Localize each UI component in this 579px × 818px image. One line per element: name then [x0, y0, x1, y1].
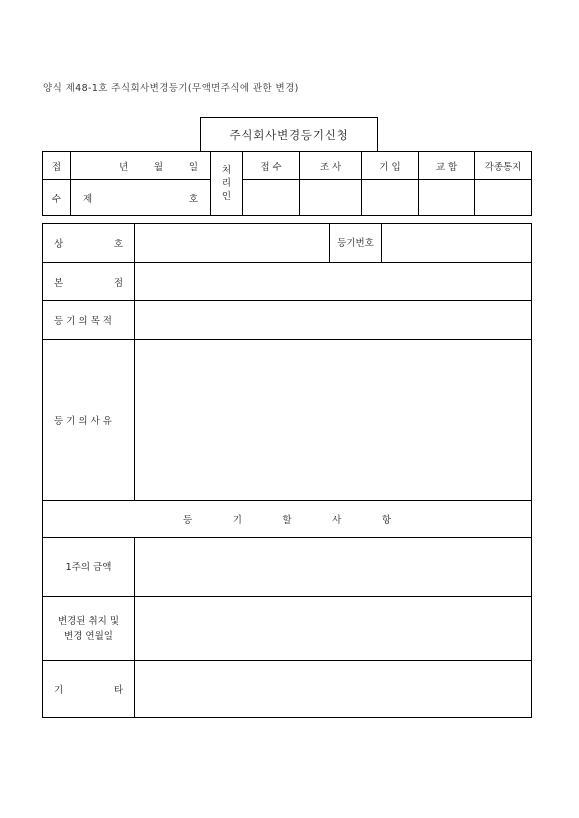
section-header [43, 501, 532, 538]
label-trade-name [43, 224, 135, 263]
stamp-cell-jeopsu[interactable] [243, 180, 300, 216]
label-share-amount: 1주의 금액 [43, 538, 135, 597]
col-header-gyohap: 교 합 [419, 152, 475, 180]
label-char: 호 [113, 239, 123, 250]
section-char: 등 [183, 515, 193, 526]
receipt-year-label: 년 [119, 161, 129, 173]
share-amount-field[interactable] [135, 538, 532, 597]
label-purpose: 등 기 의 목 적 [43, 301, 135, 340]
handler-cell [211, 152, 243, 216]
label-registration-number: 등기번호 [330, 224, 382, 263]
stamp-cell-giip[interactable] [362, 180, 419, 216]
trade-name-field[interactable] [135, 224, 330, 263]
head-office-field[interactable] [135, 263, 532, 301]
form-caption: 양식 제48-1호 주식회사변경등기(무액면주식에 관한 변경) [43, 83, 299, 94]
section-char: 기 [232, 515, 242, 526]
receipt-month-label: 월 [153, 161, 164, 173]
handler-char: 처 [221, 165, 232, 176]
form-title: 주식회사변경등기신청 [200, 117, 378, 151]
purpose-field[interactable] [135, 301, 532, 340]
stamp-cell-josa[interactable] [300, 180, 362, 216]
section-char: 항 [381, 515, 391, 526]
receipt-jeopsu-char: 수 [43, 180, 71, 216]
handler-char: 인 [221, 191, 232, 202]
label-other [43, 661, 135, 718]
label-reason: 등 기 의 사 유 [43, 340, 135, 501]
col-header-giip: 기 입 [362, 152, 419, 180]
label-char: 기 [54, 685, 64, 696]
label-change-line: 변경 연월일 [64, 630, 113, 642]
receipt-day-label: 일 [188, 161, 198, 173]
col-header-josa: 조 사 [300, 152, 362, 180]
registration-number-field[interactable] [382, 224, 532, 263]
col-header-notices: 각종통지 [475, 152, 532, 180]
label-head-office [43, 263, 135, 301]
handler-char: 리 [221, 178, 232, 189]
receipt-number-cell[interactable] [71, 180, 211, 216]
receipt-table [42, 151, 532, 216]
other-field[interactable] [135, 661, 532, 718]
reason-field[interactable] [135, 340, 532, 501]
col-header-jeopsu: 접 수 [243, 152, 300, 180]
receipt-jeopsu-char: 접 [43, 152, 71, 180]
change-details-field[interactable] [135, 597, 532, 661]
section-char: 할 [282, 515, 292, 526]
receipt-ho-label: 호 [188, 193, 198, 205]
registration-table [42, 223, 532, 718]
label-char: 상 [54, 239, 64, 250]
label-char: 점 [113, 277, 123, 289]
section-char: 사 [332, 515, 342, 526]
label-change-details [43, 597, 135, 661]
receipt-date-cell[interactable] [71, 152, 211, 180]
stamp-cell-gyohap[interactable] [419, 180, 475, 216]
receipt-je-label: 제 [83, 193, 93, 205]
stamp-cell-notices[interactable] [475, 180, 532, 216]
label-char: 본 [54, 277, 64, 289]
label-change-line: 변경된 취지 및 [57, 615, 120, 627]
label-char: 타 [113, 685, 123, 696]
